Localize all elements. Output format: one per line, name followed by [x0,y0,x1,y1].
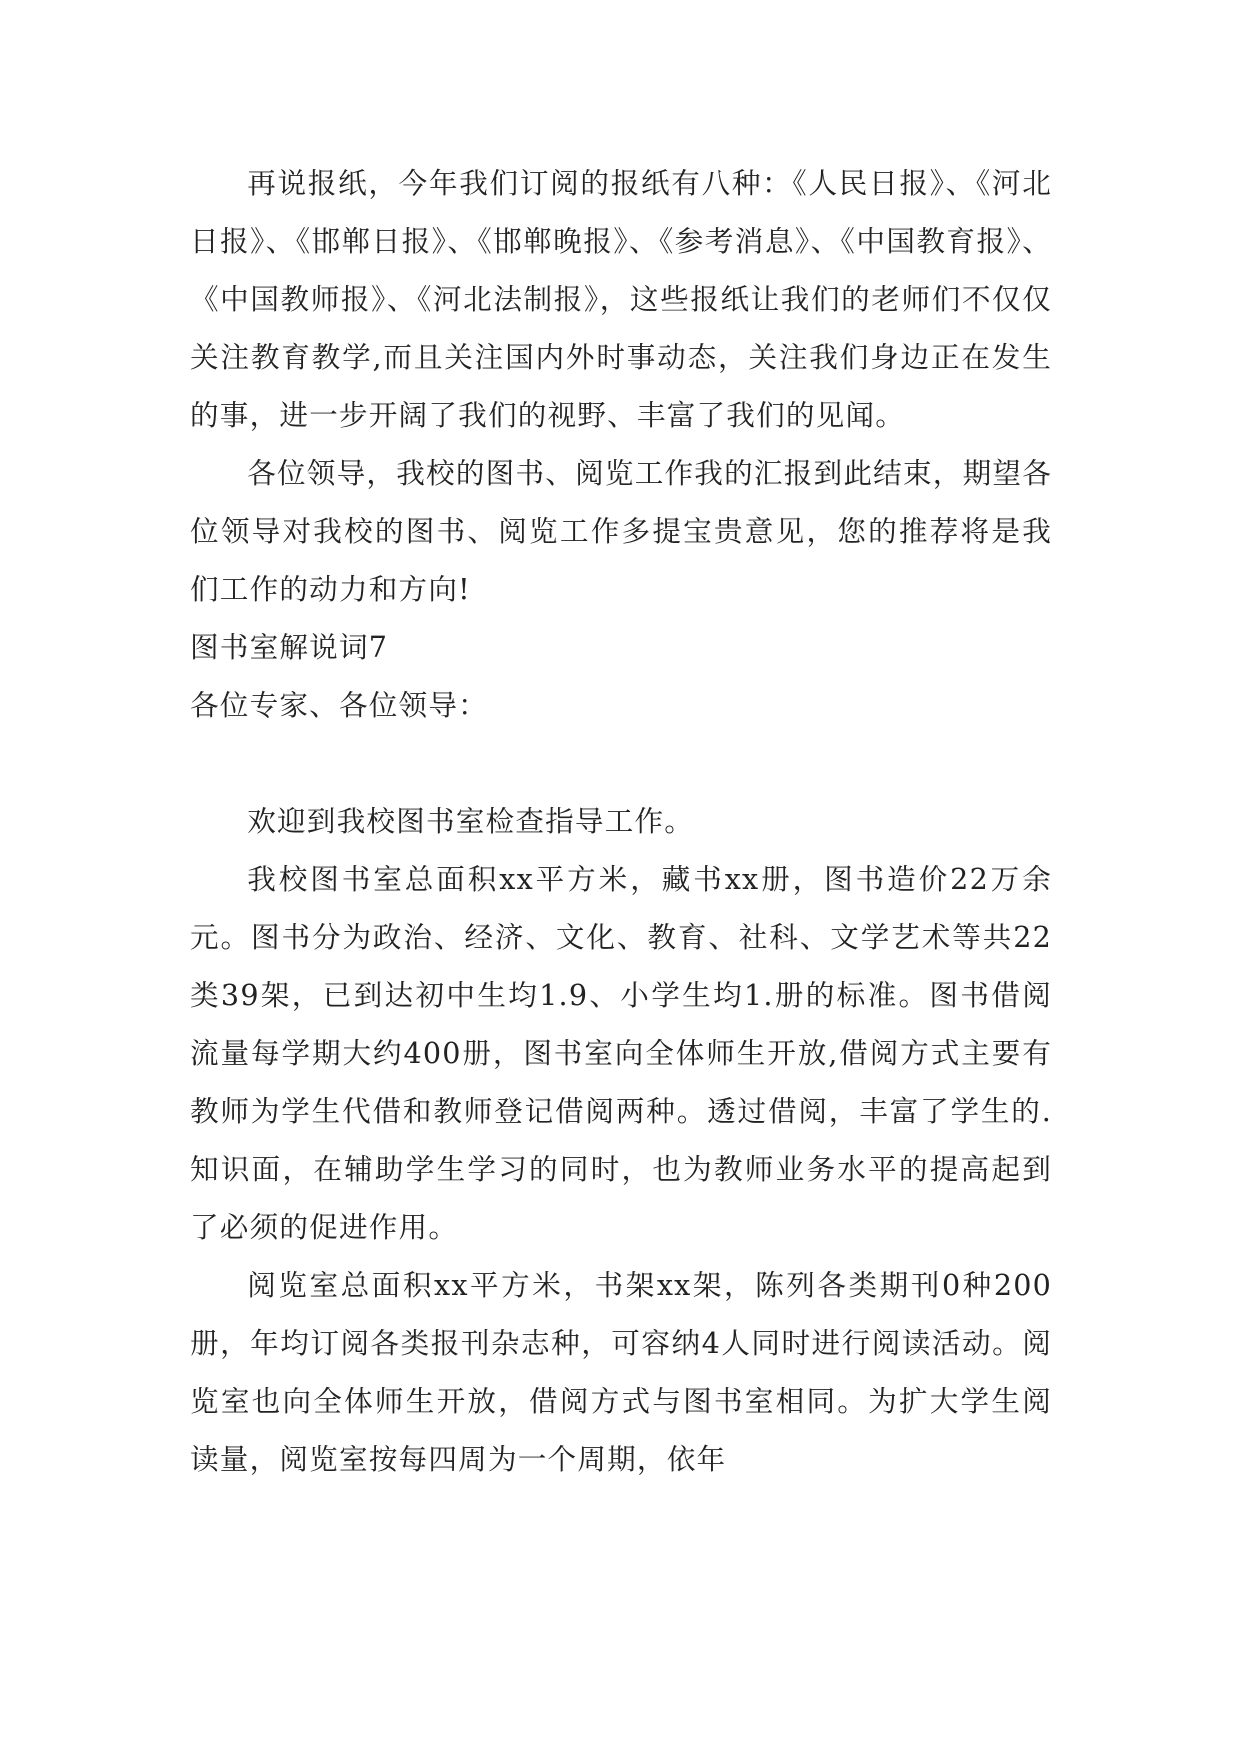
document-body [190,154,1052,1488]
section-title: 图书室解说词7 [190,630,389,664]
paragraph-welcome: 欢迎到我校图书室检查指导工作。 [247,804,695,838]
paragraph-library-overview: 我校图书室总面积xx平方米，藏书xx册，图书造价22万余元。图书分为政治、经济、文化、教育、社科、文学艺术等共22类39架，已到达初中生均1.9、小学生均1.册的标准。图书借阅流量每学期大约400册，图书室向全体师生开放,借阅方式主要有教师为学生代借和教师登记借阅两种。透过借阅，丰富了学生的.知识面，在辅助学生学习的同时，也为教师业务水平的提高起到了必须的促进作用。 [190,862,1052,1244]
paragraph-reading-room: 阅览室总面积xx平方米，书架xx架，陈列各类期刊0种200册，年均订阅各类报刊杂志种，可容纳4人同时进行阅读活动。阅览室也向全体师生开放，借阅方式与图书室相同。为扩大学生阅读量，阅览室按每四周为一个周期，依年 [190,1268,1052,1476]
blank-line [190,734,1052,792]
paragraph-closing-remarks: 各位领导，我校的图书、阅览工作我的汇报到此结束，期望各位领导对我校的图书、阅览工作多提宝贵意见，您的推荐将是我们工作的动力和方向! [190,456,1052,606]
paragraph-newspapers: 再说报纸，今年我们订阅的报纸有八种：《人民日报》、《河北日报》、《邯郸日报》、《邯郸晚报》、《参考消息》、《中国教育报》、《中国教师报》、《河北法制报》，这些报纸让我们的老师们不仅仅关注教育教学,而且关注国内外时事动态，关注我们身边正在发生的事，进一步开阔了我们的视野、丰富了我们的见闻。 [190,166,1052,432]
salutation: 各位专家、各位领导： [190,688,488,722]
